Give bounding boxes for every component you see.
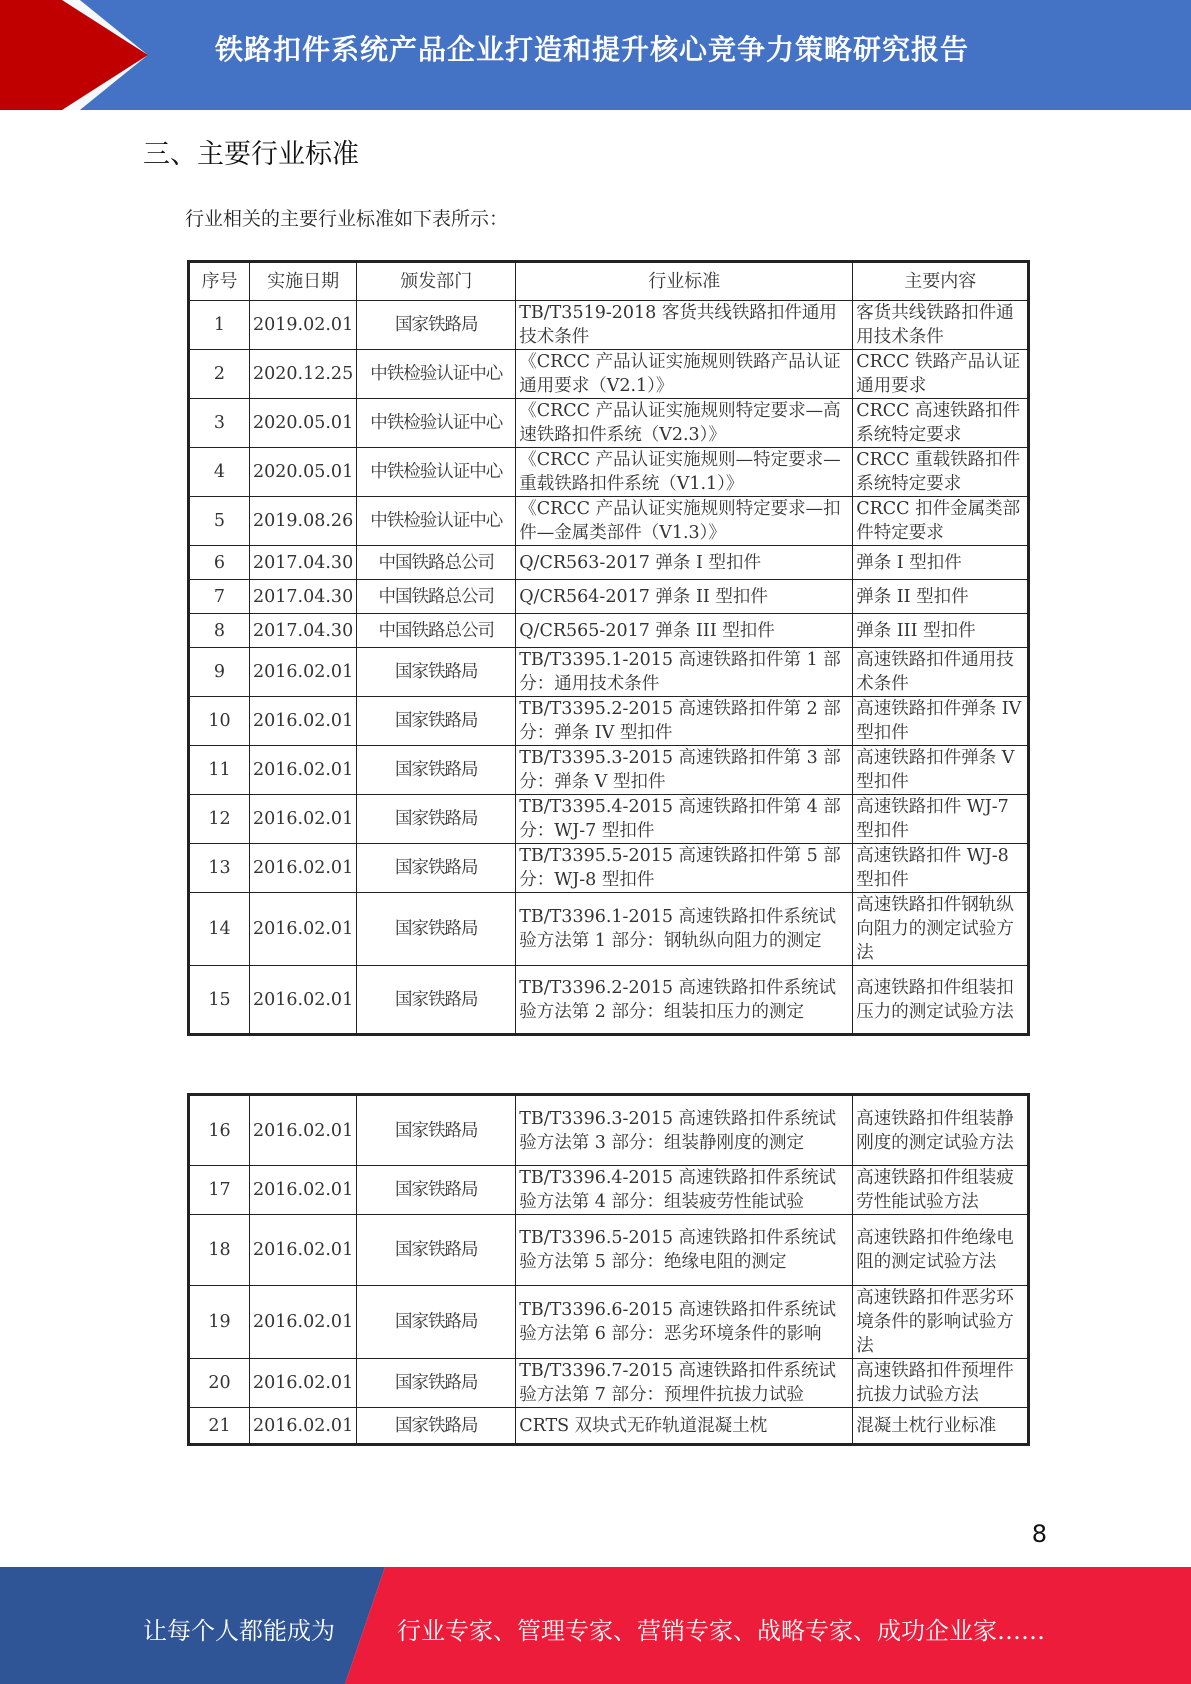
row-content: 混凝土枕行业标准 [853, 1408, 1029, 1445]
row-no: 21 [189, 1408, 250, 1445]
table-row [189, 844, 1029, 893]
row-no: 20 [189, 1359, 250, 1408]
header-content: 主要内容 [853, 262, 1029, 301]
row-dept: 国家铁路局 [357, 893, 516, 966]
table-row [189, 746, 1029, 795]
row-dept: 中铁检验认证中心 [357, 448, 516, 497]
intro-paragraph: 行业相关的主要行业标准如下表所示： [185, 208, 509, 230]
row-content: 高速铁路扣件通用技术条件 [853, 648, 1029, 697]
row-standard: CRTS 双块式无砟轨道混凝土枕 [516, 1408, 853, 1445]
table-row [189, 1215, 1029, 1286]
row-no: 1 [189, 301, 250, 350]
row-standard: TB/T3396.1-2015 高速铁路扣件系统试验方法第 1 部分：钢轨纵向阻力的测定 [516, 893, 853, 966]
row-standard: 《CRCC 产品认证实施规则铁路产品认证通用要求（V2.1）》 [516, 350, 853, 399]
row-content: 高速铁路扣件恶劣环境条件的影响试验方法 [853, 1286, 1029, 1359]
row-date: 2019.08.26 [250, 497, 357, 546]
table-row [189, 1408, 1029, 1445]
footer-banner [0, 1567, 1191, 1684]
row-date: 2016.02.01 [250, 893, 357, 966]
row-standard: TB/T3395.5-2015 高速铁路扣件第 5 部分：WJ-8 型扣件 [516, 844, 853, 893]
table-row [189, 546, 1029, 580]
footer-slogan-left: 让每个人都能成为 [143, 1617, 335, 1645]
row-no: 9 [189, 648, 250, 697]
row-date: 2020.12.25 [250, 350, 357, 399]
standards-table-part-1 [187, 260, 1030, 1036]
row-date: 2016.02.01 [250, 966, 357, 1035]
row-standard: 《CRCC 产品认证实施规则特定要求—扣件—金属类部件（V1.3）》 [516, 497, 853, 546]
row-dept: 国家铁路局 [357, 795, 516, 844]
table-header-row [189, 262, 1029, 301]
table-row [189, 1359, 1029, 1408]
table-row [189, 399, 1029, 448]
row-date: 2020.05.01 [250, 399, 357, 448]
row-dept: 中国铁路总公司 [357, 580, 516, 614]
row-dept: 国家铁路局 [357, 301, 516, 350]
row-dept: 中铁检验认证中心 [357, 350, 516, 399]
row-dept: 国家铁路局 [357, 1408, 516, 1445]
row-dept: 中国铁路总公司 [357, 614, 516, 648]
row-no: 17 [189, 1166, 250, 1215]
row-date: 2016.02.01 [250, 746, 357, 795]
row-content: CRCC 重载铁路扣件系统特定要求 [853, 448, 1029, 497]
table-row [189, 648, 1029, 697]
row-standard: TB/T3395.2-2015 高速铁路扣件第 2 部分：弹条 IV 型扣件 [516, 697, 853, 746]
row-content: 高速铁路扣件组装扣压力的测定试验方法 [853, 966, 1029, 1035]
page-number: 8 [1031, 1520, 1047, 1548]
row-standard: 《CRCC 产品认证实施规则—特定要求—重载铁路扣件系统（V1.1）》 [516, 448, 853, 497]
row-dept: 国家铁路局 [357, 697, 516, 746]
row-content: 客货共线铁路扣件通用技术条件 [853, 301, 1029, 350]
row-date: 2016.02.01 [250, 697, 357, 746]
section-heading: 三、主要行业标准 [143, 139, 359, 170]
row-content: 高速铁路扣件绝缘电阻的测定试验方法 [853, 1215, 1029, 1286]
header-dept: 颁发部门 [357, 262, 516, 301]
row-date: 2016.02.01 [250, 1359, 357, 1408]
row-no: 15 [189, 966, 250, 1035]
row-content: 高速铁路扣件组装疲劳性能试验方法 [853, 1166, 1029, 1215]
row-no: 2 [189, 350, 250, 399]
row-dept: 国家铁路局 [357, 1215, 516, 1286]
row-no: 10 [189, 697, 250, 746]
table-row [189, 966, 1029, 1035]
row-standard: TB/T3396.6-2015 高速铁路扣件系统试验方法第 6 部分：恶劣环境条件的影响 [516, 1286, 853, 1359]
row-no: 4 [189, 448, 250, 497]
row-dept: 国家铁路局 [357, 1359, 516, 1408]
row-date: 2016.02.01 [250, 1408, 357, 1445]
footer-slogan-right: 行业专家、管理专家、营销专家、战略专家、成功企业家…… [397, 1617, 1045, 1645]
table-row [189, 893, 1029, 966]
table-row [189, 301, 1029, 350]
row-standard: TB/T3396.3-2015 高速铁路扣件系统试验方法第 3 部分：组装静刚度的测定 [516, 1095, 853, 1166]
table-row [189, 1095, 1029, 1166]
row-no: 16 [189, 1095, 250, 1166]
header-banner [0, 0, 1191, 110]
row-no: 14 [189, 893, 250, 966]
row-dept: 国家铁路局 [357, 844, 516, 893]
row-content: 高速铁路扣件钢轨纵向阻力的测定试验方法 [853, 893, 1029, 966]
row-content: 高速铁路扣件 WJ-7 型扣件 [853, 795, 1029, 844]
table-row [189, 614, 1029, 648]
table-row [189, 580, 1029, 614]
row-standard: 《CRCC 产品认证实施规则特定要求—高速铁路扣件系统（V2.3）》 [516, 399, 853, 448]
row-content: CRCC 铁路产品认证通用要求 [853, 350, 1029, 399]
row-standard: Q/CR564-2017 弹条 II 型扣件 [516, 580, 853, 614]
row-no: 5 [189, 497, 250, 546]
row-standard: TB/T3519-2018 客货共线铁路扣件通用技术条件 [516, 301, 853, 350]
row-content: 高速铁路扣件弹条 IV 型扣件 [853, 697, 1029, 746]
row-date: 2016.02.01 [250, 795, 357, 844]
row-no: 19 [189, 1286, 250, 1359]
row-standard: Q/CR565-2017 弹条 III 型扣件 [516, 614, 853, 648]
row-standard: TB/T3396.4-2015 高速铁路扣件系统试验方法第 4 部分：组装疲劳性能试验 [516, 1166, 853, 1215]
row-dept: 中铁检验认证中心 [357, 399, 516, 448]
row-content: 高速铁路扣件 WJ-8 型扣件 [853, 844, 1029, 893]
row-dept: 国家铁路局 [357, 1286, 516, 1359]
row-date: 2017.04.30 [250, 546, 357, 580]
row-no: 18 [189, 1215, 250, 1286]
row-date: 2016.02.01 [250, 1095, 357, 1166]
standards-table-part-2 [187, 1093, 1030, 1446]
row-no: 12 [189, 795, 250, 844]
row-content: CRCC 高速铁路扣件系统特定要求 [853, 399, 1029, 448]
row-content: CRCC 扣件金属类部件特定要求 [853, 497, 1029, 546]
row-content: 高速铁路扣件弹条 V 型扣件 [853, 746, 1029, 795]
row-no: 13 [189, 844, 250, 893]
header-standard: 行业标准 [516, 262, 853, 301]
row-content: 弹条 III 型扣件 [853, 614, 1029, 648]
table-row [189, 795, 1029, 844]
row-standard: TB/T3396.2-2015 高速铁路扣件系统试验方法第 2 部分：组装扣压力的测定 [516, 966, 853, 1035]
row-date: 2017.04.30 [250, 614, 357, 648]
row-dept: 国家铁路局 [357, 746, 516, 795]
row-content: 高速铁路扣件预埋件抗拔力试验方法 [853, 1359, 1029, 1408]
row-date: 2016.02.01 [250, 844, 357, 893]
row-dept: 国家铁路局 [357, 1166, 516, 1215]
table-row [189, 350, 1029, 399]
row-dept: 中铁检验认证中心 [357, 497, 516, 546]
report-title: 铁路扣件系统产品企业打造和提升核心竞争力策略研究报告 [215, 33, 970, 66]
row-no: 6 [189, 546, 250, 580]
row-no: 7 [189, 580, 250, 614]
row-standard: TB/T3395.3-2015 高速铁路扣件第 3 部分：弹条 V 型扣件 [516, 746, 853, 795]
table-row [189, 1286, 1029, 1359]
row-date: 2016.02.01 [250, 1215, 357, 1286]
row-standard: TB/T3395.1-2015 高速铁路扣件第 1 部分：通用技术条件 [516, 648, 853, 697]
row-date: 2016.02.01 [250, 1286, 357, 1359]
row-no: 11 [189, 746, 250, 795]
row-dept: 国家铁路局 [357, 966, 516, 1035]
row-dept: 中国铁路总公司 [357, 546, 516, 580]
row-date: 2017.04.30 [250, 580, 357, 614]
row-date: 2016.02.01 [250, 1166, 357, 1215]
row-dept: 国家铁路局 [357, 648, 516, 697]
row-standard: TB/T3396.7-2015 高速铁路扣件系统试验方法第 7 部分：预埋件抗拔力试验 [516, 1359, 853, 1408]
row-date: 2020.05.01 [250, 448, 357, 497]
table-row [189, 448, 1029, 497]
header-date: 实施日期 [250, 262, 357, 301]
row-date: 2019.02.01 [250, 301, 357, 350]
row-no: 8 [189, 614, 250, 648]
row-date: 2016.02.01 [250, 648, 357, 697]
row-standard: TB/T3396.5-2015 高速铁路扣件系统试验方法第 5 部分：绝缘电阻的测定 [516, 1215, 853, 1286]
table-row [189, 497, 1029, 546]
row-no: 3 [189, 399, 250, 448]
row-content: 高速铁路扣件组装静刚度的测定试验方法 [853, 1095, 1029, 1166]
row-dept: 国家铁路局 [357, 1095, 516, 1166]
table-row [189, 697, 1029, 746]
header-no: 序号 [189, 262, 250, 301]
table-row [189, 1166, 1029, 1215]
row-standard: Q/CR563-2017 弹条 I 型扣件 [516, 546, 853, 580]
header-red-chevron [0, 0, 148, 110]
row-content: 弹条 II 型扣件 [853, 580, 1029, 614]
row-standard: TB/T3395.4-2015 高速铁路扣件第 4 部分：WJ-7 型扣件 [516, 795, 853, 844]
row-content: 弹条 I 型扣件 [853, 546, 1029, 580]
